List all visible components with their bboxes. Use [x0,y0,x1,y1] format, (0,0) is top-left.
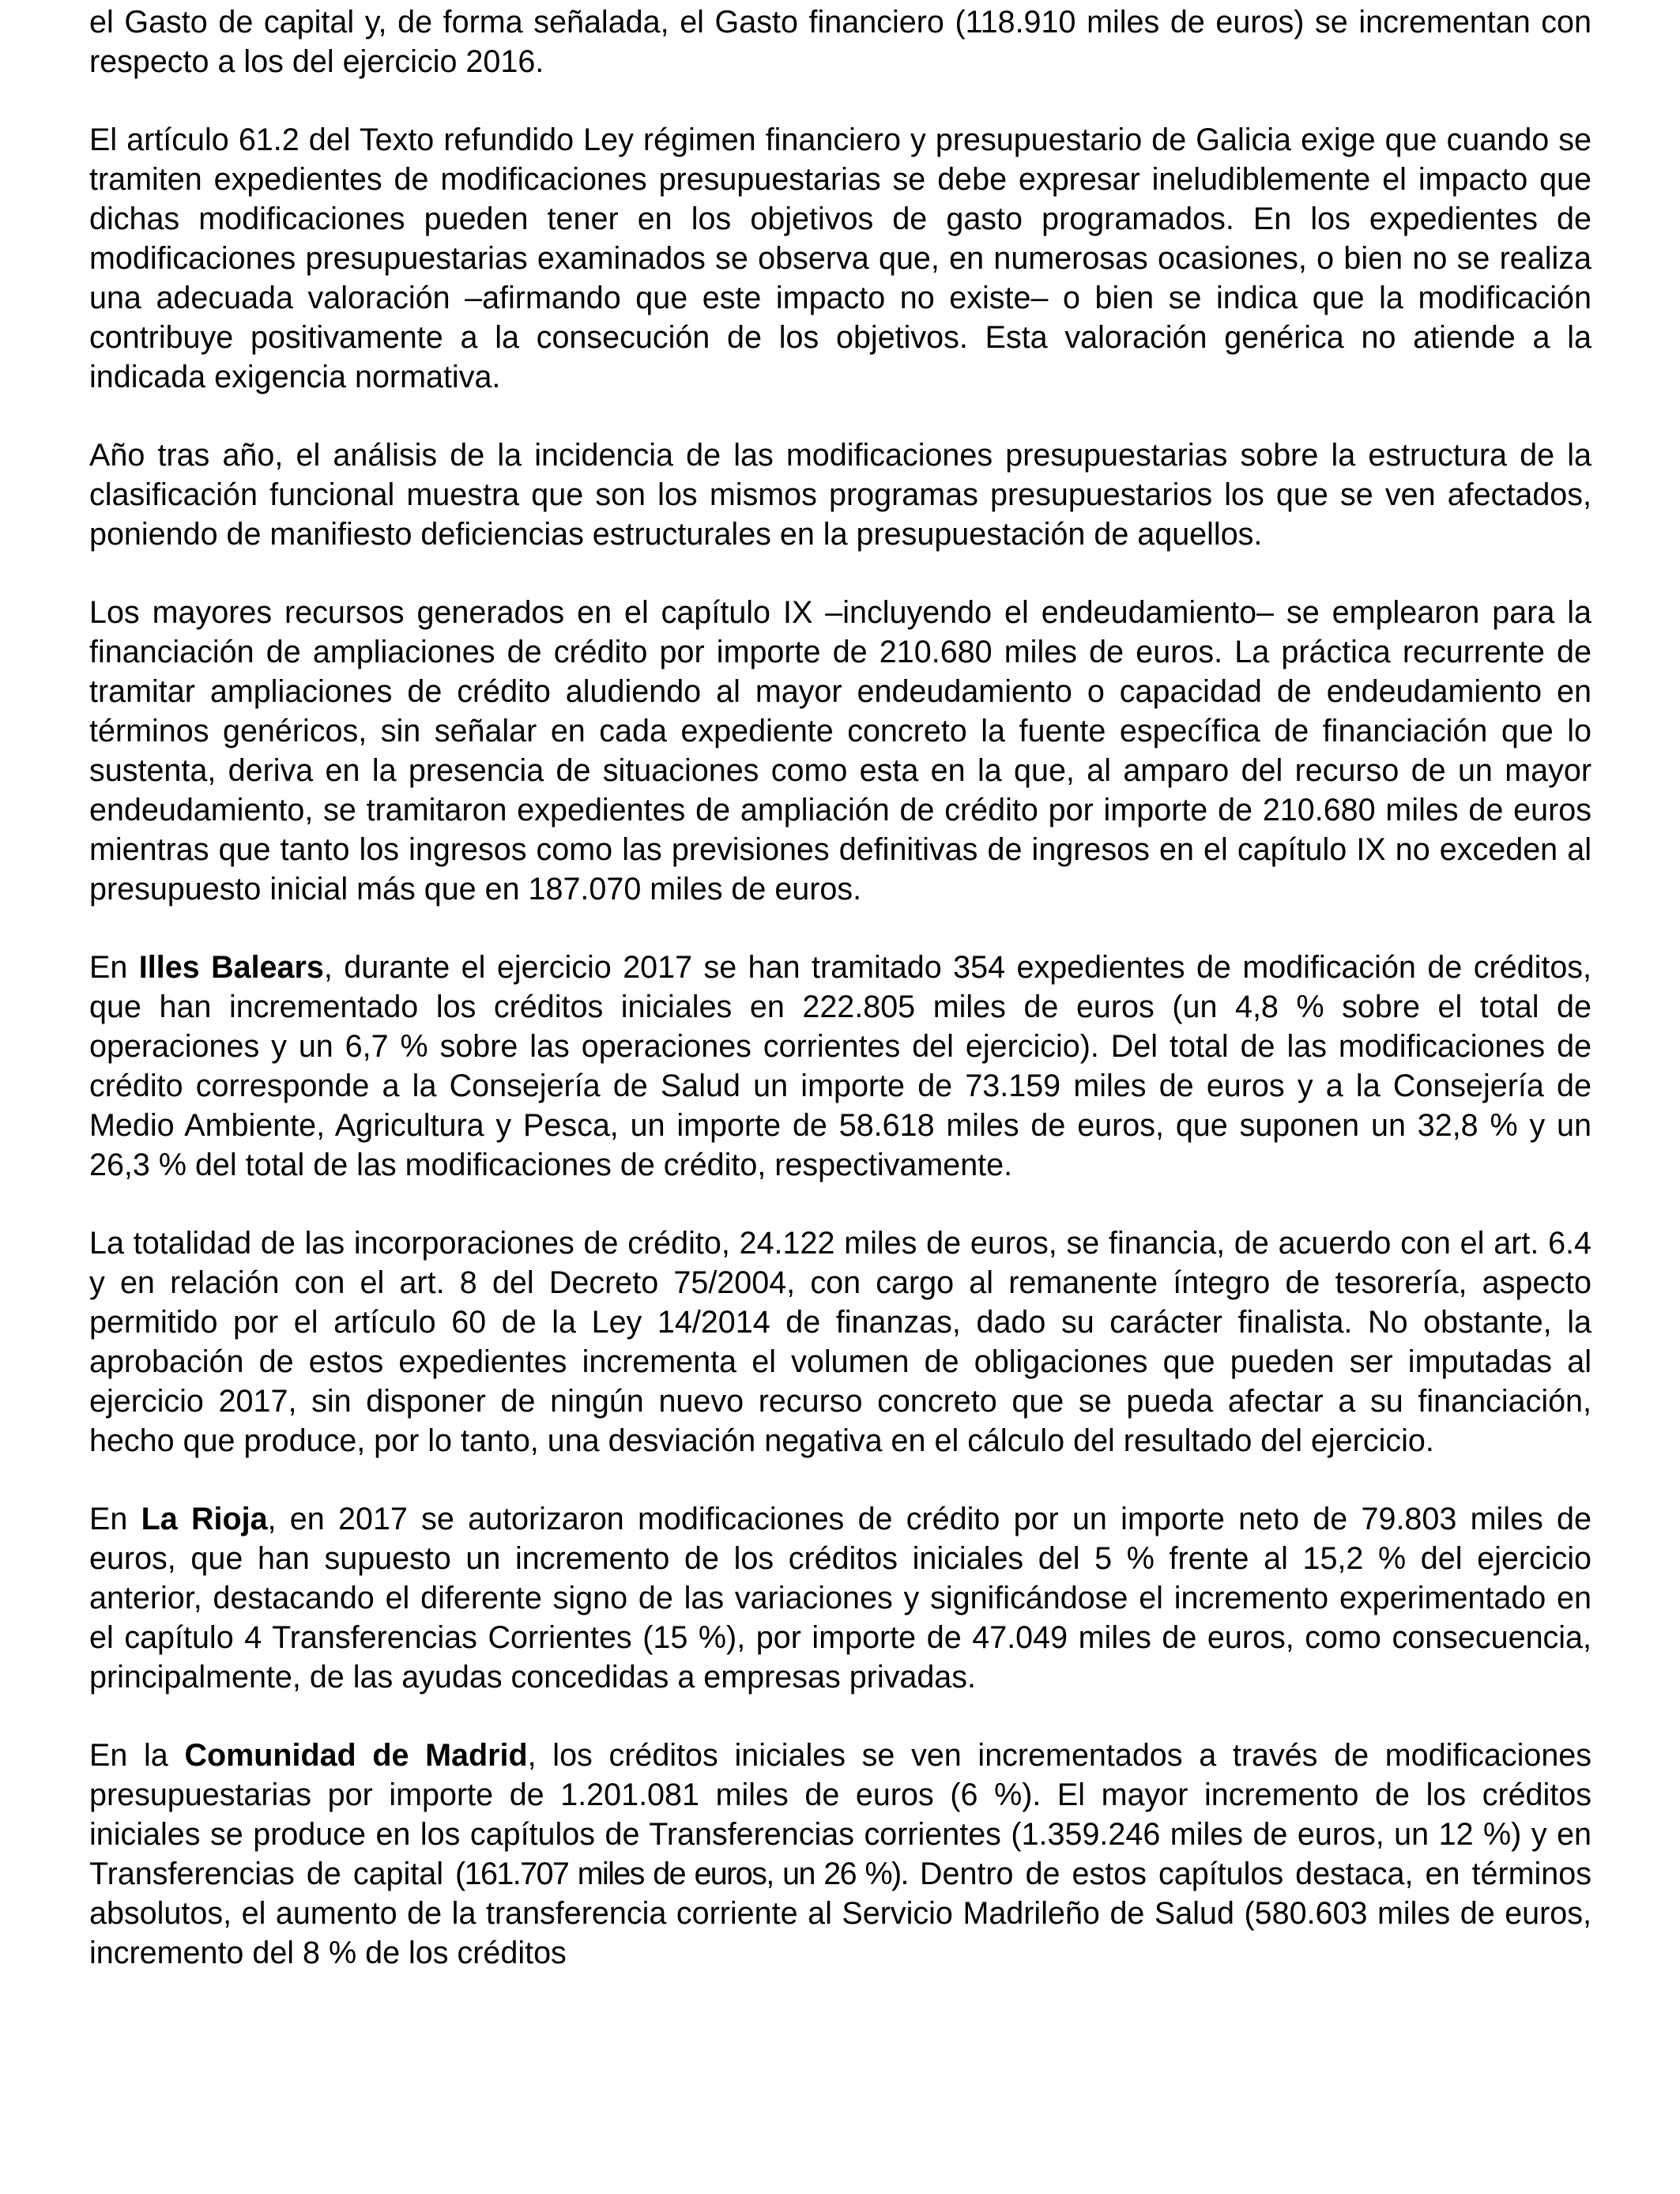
paragraph-text: el Gasto de capital y, de forma señalada, el Gasto financiero (118.910 miles de euros) se incrementan con respecto a los del ejercicio 2016. [89,5,1591,79]
paragraph-text: Dentro de estos capítulos destaca, en términos absolutos, el aumento de la transferencia corriente al Servicio Madrileño de Salud (580.603 miles de euros, incremento del 8 % de los créditos [89,1857,1591,1970]
paragraph-text-condensed: (161.707 miles de euros, un 26 %). [455,1857,908,1891]
paragraph-lead: En [89,1502,141,1536]
paragraph-text: La totalidad de las incorporaciones de crédito, 24.122 miles de euros, se financia, de acuerdo con el art. 6.4 y en relación con el art. 8 del Decreto 75/2004, con cargo al remanente íntegro de tesorería, aspecto permitido por el artículo 60 de la Ley 14/2014 de finanzas, dado su carácter finalista. No obstante, la aprobación de estos expedientes incrementa el volumen de obligaciones que pueden ser imputadas al ejercicio 2017, sin disponer de ningún nuevo recurso concreto que se pueda afectar a su financiación, hecho que produce, por lo tanto, una desviación negativa en el cálculo del resultado del ejercicio. [89,1226,1591,1458]
region-name-bold: La Rioja [141,1502,268,1536]
paragraph-illes-balears [89,948,1591,1185]
region-name-bold: Illes Balears [138,950,324,985]
paragraph-text: Los mayores recursos generados en el capítulo IX –incluyendo el endeudamiento– se emplearon para la financiación de ampliaciones de crédito por importe de 210.680 miles de euros. La práctica recurrente de tramitar ampliaciones de crédito aludiendo al mayor endeudamiento o capacidad de endeudamiento en términos genéricos, sin señalar en cada expediente concreto la fuente específica de financiación que lo sustenta, deriva en la presencia de situaciones como esta en la que, al amparo del recurso de un mayor endeudamiento, se tramitaron expedientes de ampliación de crédito por importe de 210.680 miles de euros mientras que tanto los ingresos como las previsiones definitivas de ingresos en el capítulo IX no exceden al presupuesto inicial más que en 187.070 miles de euros. [89,595,1591,907]
paragraph-galicia-articulo [89,120,1591,397]
paragraph-text: , en 2017 se autorizaron modificaciones de crédito por un importe neto de 79.803 miles de euros, que han supuesto un incremento de los créditos iniciales del 5 % frente al 15,2 % del ejercicio anterior, destacando el diferente signo de las variaciones y significándose el incremento experimentado en el capítulo 4 Transferencias Corrientes (15 %), por importe de 47.049 miles de euros, como consecuencia, principalmente, de las ayudas concedidas a empresas privadas. [89,1502,1591,1695]
paragraph-text: Año tras año, el análisis de la incidencia de las modificaciones presupuestarias sobre la estructura de la clasificación funcional muestra que son los mismos programas presupuestarios los que se ven afectados, poniendo de manifiesto deficiencias estructurales en la presupuestación de aquellos. [89,438,1591,552]
paragraph-lead: En [89,950,139,985]
paragraph-gasto-financiero [89,2,1591,81]
paragraph-text: , los créditos iniciales se ven incrementados a través de modificaciones presupuestarias por importe de 1.201.081 miles de euros (6 %). El mayor incremento de los créditos iniciales se produce en los capítulos de Transferencias corrientes (1.359.246 miles de euros, un 12 %) y en Transferencias de capital [89,1738,1592,1891]
paragraph-comunidad-madrid [89,1736,1591,1973]
paragraph-la-rioja [89,1499,1591,1697]
paragraph-incorporaciones-credito [89,1223,1591,1461]
paragraph-capitulo-ix [89,593,1591,909]
paragraph-lead: En la [89,1738,185,1773]
paragraph-clasificacion-funcional [89,435,1591,554]
paragraph-text: , durante el ejercicio 2017 se han tramitado 354 expedientes de modificación de créditos, que han incrementado los créditos iniciales en 222.805 miles de euros (un 4,8 % sobre el total de operaciones y un 6,7 % sobre las operaciones corrientes del ejercicio). Del total de las modificaciones de crédito corresponde a la Consejería de Salud un importe de 73.159 miles de euros y a la Consejería de Medio Ambiente, Agricultura y Pesca, un importe de 58.618 miles de euros, que suponen un 32,8 % y un 26,3 % del total de las modificaciones de crédito, respectivamente. [89,950,1592,1182]
document-page [89,2,1591,2011]
region-name-bold: Comunidad de Madrid [184,1738,528,1773]
paragraph-text: El artículo 61.2 del Texto refundido Ley régimen financiero y presupuestario de Galicia exige que cuando se tramiten expedientes de modificaciones presupuestarias se debe expresar ineludiblemente el impacto que dichas modificaciones pueden tener en los objetivos de gasto programados. En los expedientes de modificaciones presupuestarias examinados se observa que, en numerosas ocasiones, o bien no se realiza una adecuada valoración –afirmando que este impacto no existe– o bien se indica que la modificación contribuye positivamente a la consecución de los objetivos. Esta valoración genérica no atiende a la indicada exigencia normativa. [89,123,1591,394]
